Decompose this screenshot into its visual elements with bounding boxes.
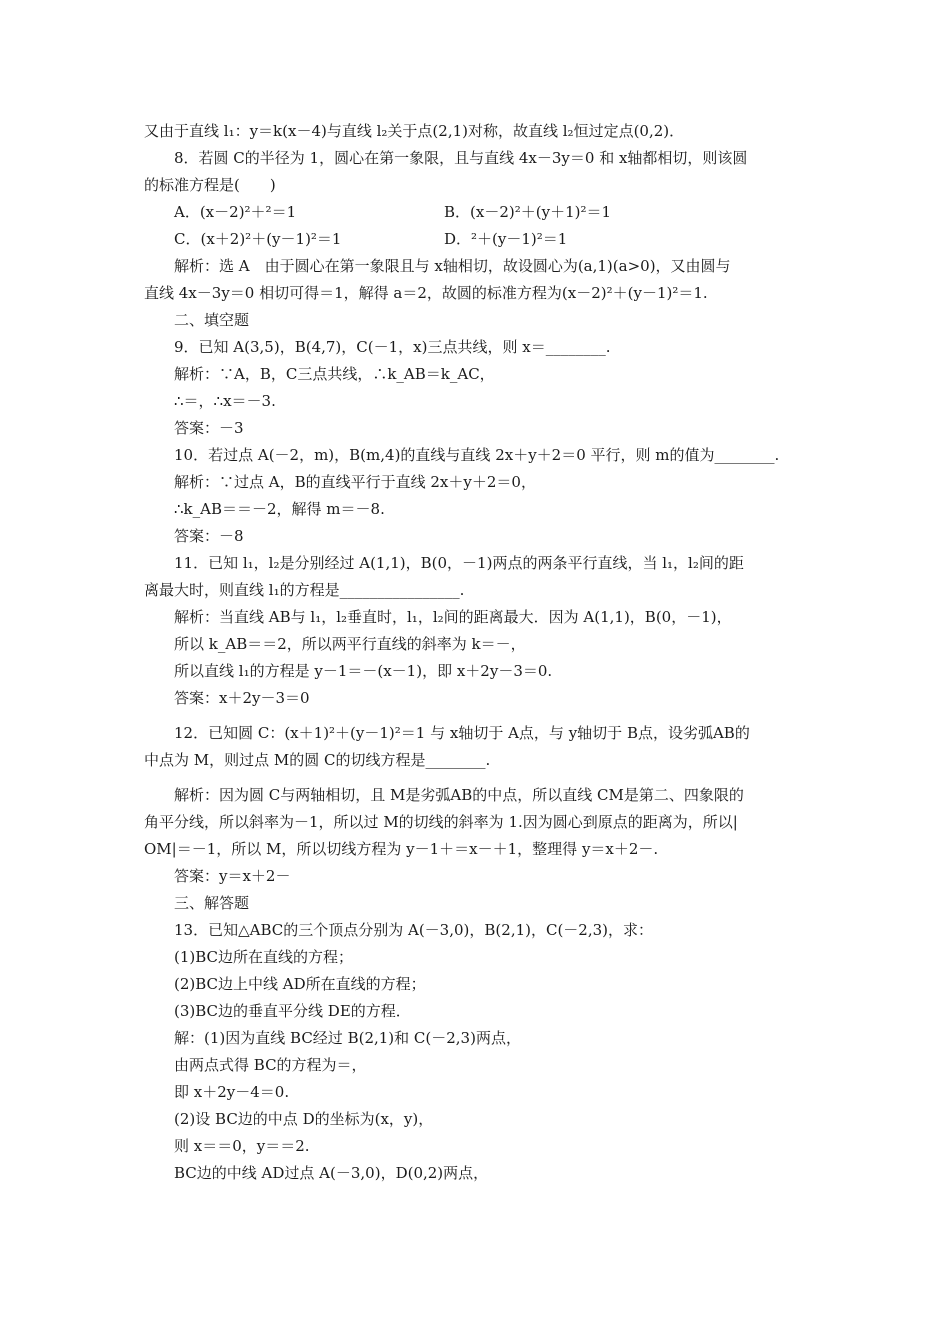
text-line: 12．已知圆 C：(x＋1)²＋(y－1)²＝1 与 x轴切于 A点，与 y轴切于 B点，设劣弧AB的 — [174, 724, 750, 742]
text-line: 答案：x＋2y－3＝0 — [174, 689, 310, 707]
text-line: 解：(1)因为直线 BC经过 B(2,1)和 C(－2,3)两点， — [174, 1029, 521, 1047]
text-line: 解析：当直线 AB与 l₁，l₂垂直时，l₁，l₂间的距离最大．因为 A(1,1)，B(0，－1)， — [174, 608, 732, 626]
text-line: 三、解答题 — [174, 894, 250, 912]
text-line: 离最大时，则直线 l₁的方程是________________. — [144, 581, 465, 599]
text-line: 由两点式得 BC的方程为＝， — [174, 1056, 367, 1074]
text-line: ∴k_AB＝＝－2，解得 m＝－8. — [174, 500, 385, 518]
choice-option: D．²＋(y－1)²＝1 — [444, 230, 568, 248]
text-line: 8．若圆 C的半径为 1，圆心在第一象限，且与直线 4x－3y＝0 和 x轴都相切，则该圆 — [174, 149, 748, 167]
choice-option: B．(x－2)²＋(y＋1)²＝1 — [444, 203, 612, 221]
choice-option: C．(x＋2)²＋(y－1)²＝1 — [174, 230, 342, 248]
text-line: 解析：选 A 由于圆心在第一象限且与 x轴相切，故设圆心为(a,1)(a>0)，又由圆与 — [174, 257, 731, 275]
text-line: 所以直线 l₁的方程是 y－1＝－(x－1)，即 x＋2y－3＝0. — [174, 662, 553, 680]
text-line: (1)BC边所在直线的方程； — [174, 948, 354, 966]
text-line: 答案：y＝x＋2－ — [174, 867, 291, 885]
text-line: 二、填空题 — [174, 311, 250, 329]
paragraph-spacer — [144, 774, 816, 782]
text-line: 解析：因为圆 C与两轴相切，且 M是劣弧AB的中点，所以直线 CM是第二、四象限的 — [174, 786, 744, 804]
text-line: 答案：－3 — [174, 419, 244, 437]
choice-option: A．(x－2)²＋²＝1 — [174, 203, 297, 221]
text-line: OM|＝－1，所以 M，所以切线方程为 y－1＋＝x－＋1，整理得 y＝x＋2－. — [144, 840, 659, 858]
text-line: 解析：∵A，B，C三点共线，∴k_AB＝k_AC， — [174, 365, 495, 383]
text-line: 直线 4x－3y＝0 相切可得＝1，解得 a＝2，故圆的标准方程为(x－2)²＋(y－1)²＝1. — [144, 284, 708, 302]
text-line: (2)设 BC边的中点 D的坐标为(x，y)， — [174, 1110, 434, 1128]
text-line: 解析：∵过点 A，B的直线平行于直线 2x＋y＋2＝0， — [174, 473, 536, 491]
text-line: 所以 k_AB＝＝2，所以两平行直线的斜率为 k＝－， — [174, 635, 526, 653]
document-body — [144, 118, 816, 1187]
text-line: 角平分线，所以斜率为－1，所以过 M的切线的斜率为 1.因为圆心到原点的距离为，所以| — [144, 813, 738, 831]
text-line: 10．若过点 A(－2，m)，B(m,4)的直线与直线 2x＋y＋2＝0 平行，则 m的值为________. — [174, 446, 780, 464]
paragraph-spacer — [144, 712, 816, 720]
text-line: (3)BC边的垂直平分线 DE的方程． — [174, 1002, 411, 1020]
choice-options-row — [144, 199, 816, 226]
text-line: 13．已知△ABC的三个顶点分别为 A(－3,0)，B(2,1)，C(－2,3)，求： — [174, 921, 654, 939]
text-line: BC边的中线 AD过点 A(－3,0)，D(0,2)两点， — [174, 1164, 489, 1182]
text-line: 中点为 M，则过点 M的圆 C的切线方程是________. — [144, 751, 491, 769]
choice-options-row — [144, 226, 816, 253]
text-line: (2)BC边上中线 AD所在直线的方程； — [174, 975, 426, 993]
text-line: ∴＝，∴x＝－3. — [174, 392, 276, 410]
text-line: 9．已知 A(3,5)，B(4,7)，C(－1，x)三点共线，则 x＝________. — [174, 338, 611, 356]
text-line: 答案：－8 — [174, 527, 244, 545]
text-line: 11．已知 l₁，l₂是分别经过 A(1,1)，B(0，－1)两点的两条平行直线，当 l₁，l₂间的距 — [174, 554, 744, 572]
text-line: 又由于直线 l₁：y＝k(x－4)与直线 l₂关于点(2,1)对称，故直线 l₂恒过定点(0,2)． — [144, 122, 685, 140]
text-line: 则 x＝＝0，y＝＝2. — [174, 1137, 310, 1155]
text-line: 的标准方程是( ) — [144, 176, 276, 194]
text-line: 即 x＋2y－4＝0. — [174, 1083, 290, 1101]
